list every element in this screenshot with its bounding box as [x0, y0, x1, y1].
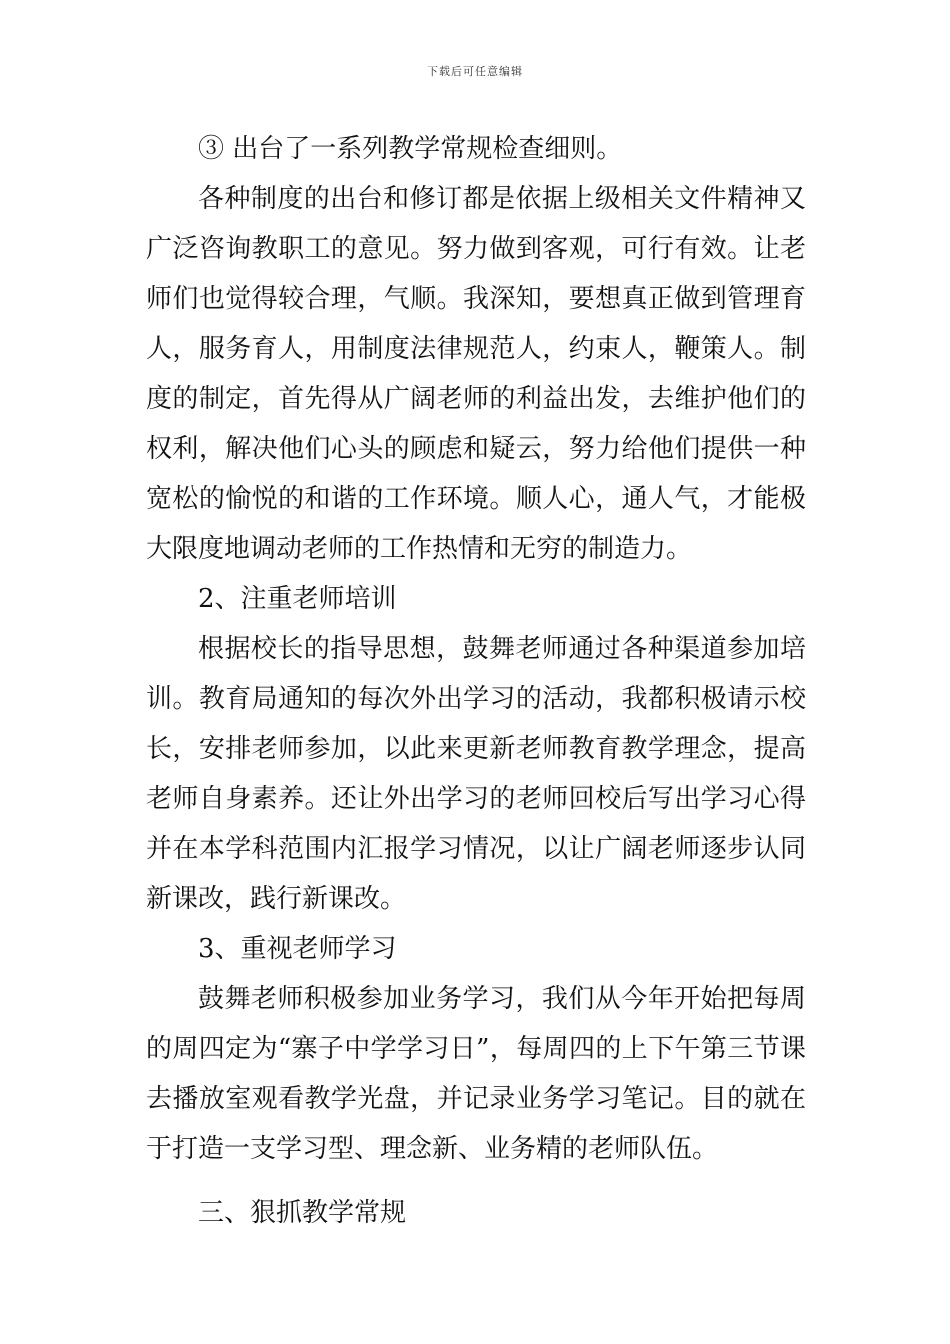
section-heading-teacher-study: 3、重视老师学习 [198, 934, 397, 964]
paragraph-inspection-rules: ③ 出台了一系列教学常规检查细则。 [198, 134, 623, 164]
paragraph-teacher-training: 根据校长的指导思想，鼓舞老师通过各种渠道参加培训。教育局通知的每次外出学习的活动，我都积极请示校长，安排老师参加，以此来更新老师教育教学理念，提高老师自身素养。还让外出学习的老师回校后写出学习心得并在本学科范围内汇报学习情况，以让广阔老师逐步认同新课改，践行新课改。 [146, 634, 806, 914]
section-heading-teacher-training: 2、注重老师培训 [198, 584, 397, 614]
page-header: 下载后可任意编辑 [427, 65, 523, 78]
paragraph-system-formulation: 各种制度的出台和修订都是依据上级相关文件精神又广泛咨询教职工的意见。努力做到客观，可行有效。让老师们也觉得较合理，气顺。我深知，要想真正做到管理育人，服务育人，用制度法律规范人，约束人，鞭策人。制度的制定，首先得从广阔老师的利益出发，去维护他们的权利，解决他们心头的顾虑和疑云，努力给他们提供一种宽松的愉悦的和谐的工作环境。顺人心，通人气，才能极大限度地调动老师的工作热情和无穷的制造力。 [146, 184, 806, 564]
document-body [146, 124, 806, 1238]
paragraph-teacher-study: 鼓舞老师积极参加业务学习，我们从今年开始把每周的周四定为“寨子中学学习日”，每周四的上下午第三节课去播放室观看教学光盘，并记录业务学习笔记。目的就在于打造一支学习型、理念新、业务精的老师队伍。 [146, 984, 806, 1164]
section-heading-teaching-routine: 三、狠抓教学常规 [198, 1198, 407, 1228]
